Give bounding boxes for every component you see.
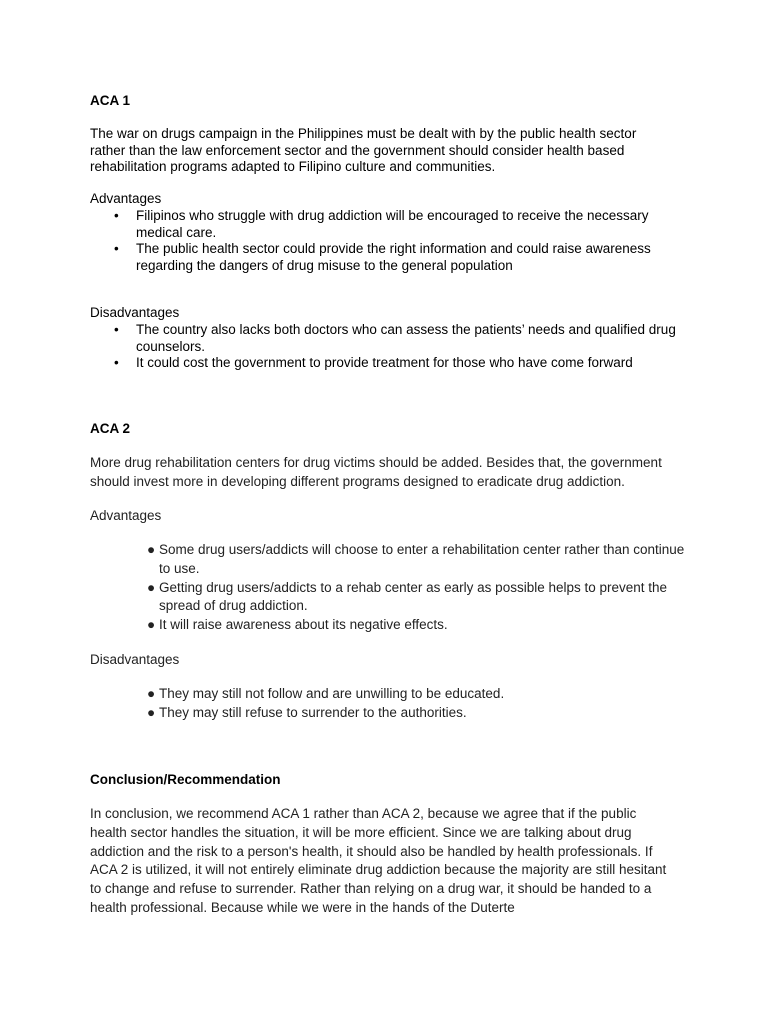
aca1-disadvantages-list bbox=[90, 322, 690, 372]
list-item bbox=[135, 704, 695, 723]
bullet-icon: • bbox=[114, 208, 119, 223]
list-item-text: Filipinos who struggle with drug addiction will be encouraged to receive the necessary medical care. bbox=[136, 208, 649, 240]
aca1-heading: ACA 1 bbox=[90, 93, 131, 108]
aca2-disadvantages-label: Disadvantages bbox=[90, 652, 180, 667]
aca2-disadvantages-list bbox=[135, 685, 695, 723]
list-item-text: They may still refuse to surrender to the authorities. bbox=[159, 704, 467, 720]
list-item bbox=[135, 579, 695, 617]
list-item-text: Getting drug users/addicts to a rehab center as early as possible helps to prevent the spread of drug addiction. bbox=[159, 579, 668, 614]
bullet-icon: ● bbox=[147, 686, 156, 701]
aca1-intro: The war on drugs campaign in the Philippines must be dealt with by the public health sector rather than the law enforcement sector and the government should consider health based rehabilitation programs adapted to Filipino culture and communities. bbox=[90, 126, 637, 175]
aca1-advantages-label: Advantages bbox=[90, 191, 162, 206]
conclusion-heading: Conclusion/Recommendation bbox=[90, 772, 281, 787]
bullet-icon: ● bbox=[147, 542, 156, 557]
aca1-disadvantages-label: Disadvantages bbox=[90, 305, 180, 320]
list-item-text: It will raise awareness about its negative effects. bbox=[159, 617, 448, 633]
bullet-icon: ● bbox=[147, 704, 156, 720]
list-item-text: The country also lacks both doctors who can assess the patients’ needs and qualified drug counselors. bbox=[136, 322, 676, 354]
list-item bbox=[90, 208, 690, 241]
list-item bbox=[90, 241, 690, 274]
list-item bbox=[135, 685, 695, 704]
list-item-text: They may still not follow and are unwilling to be educated. bbox=[159, 686, 505, 701]
aca2-advantages-list bbox=[135, 541, 695, 635]
aca2-heading: ACA 2 bbox=[90, 421, 131, 436]
list-item-text: Some drug users/addicts will choose to enter a rehabilitation center rather than continue to use. bbox=[159, 542, 685, 576]
bullet-icon: • bbox=[114, 355, 119, 371]
list-item bbox=[135, 541, 695, 579]
aca2-intro: More drug rehabilitation centers for drug victims should be added. Besides that, the government should invest more in developing different programs designed to eradicate drug addiction. bbox=[90, 455, 662, 489]
bullet-icon: • bbox=[114, 241, 119, 257]
aca1-advantages-list bbox=[90, 208, 690, 274]
list-item bbox=[90, 355, 690, 372]
bullet-icon: ● bbox=[147, 579, 156, 595]
list-item-text: The public health sector could provide the right information and could raise awareness regarding the dangers of drug misuse to the general population bbox=[136, 241, 651, 273]
bullet-icon: ● bbox=[147, 617, 156, 633]
list-item-text: It could cost the government to provide treatment for those who have come forward bbox=[136, 355, 633, 371]
conclusion-body: In conclusion, we recommend ACA 1 rather than ACA 2, because we agree that if the public health sector handles the situation, it will be more efficient. Since we are talking about drug addiction and the risk to a person's health, it should also be handled by health professionals. If ACA 2 is utilized, it will not entirely eliminate drug addiction because the majority are still hesitant to change and refuse to surrender. Rather than relying on a drug war, it should be handed to a health professional. Because while we were in the hands of the Duterte bbox=[90, 806, 667, 915]
list-item bbox=[90, 322, 690, 355]
list-item bbox=[135, 616, 695, 635]
bullet-icon: • bbox=[114, 322, 119, 337]
aca2-advantages-label: Advantages bbox=[90, 508, 162, 523]
